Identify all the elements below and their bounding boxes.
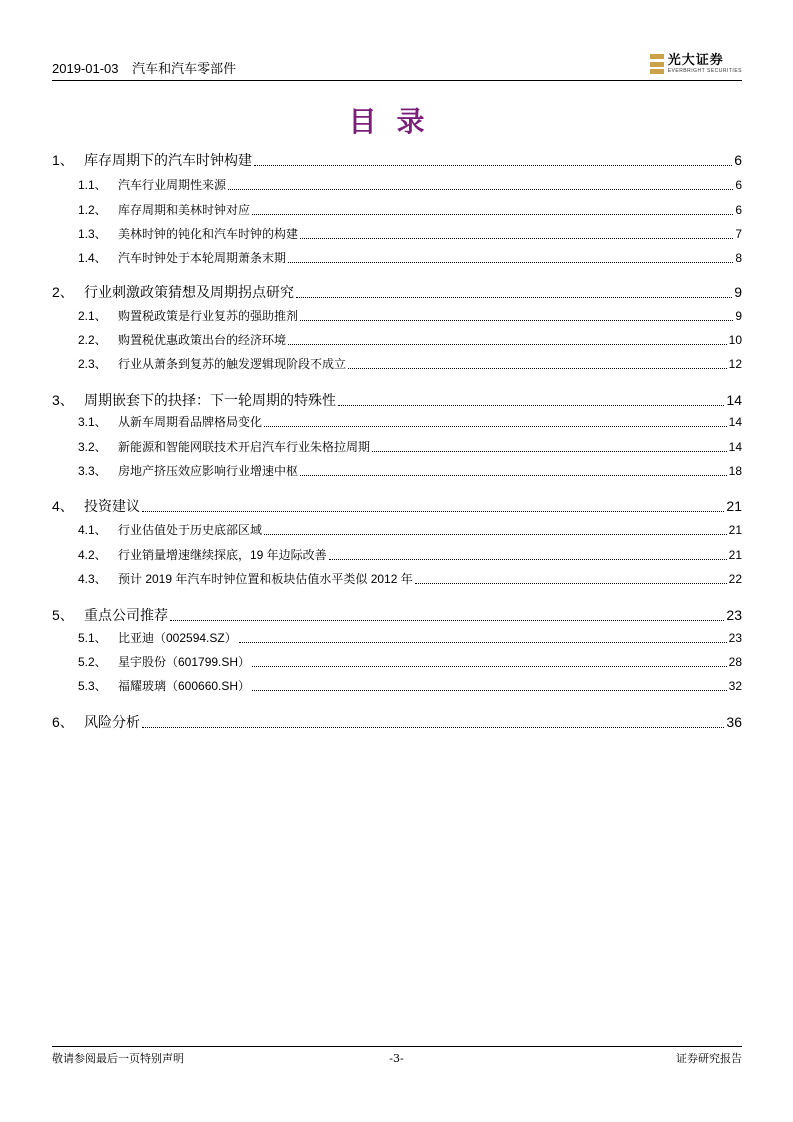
toc-entry[interactable] <box>52 202 742 219</box>
toc-entry-page: 36 <box>726 714 742 730</box>
toc-entry[interactable] <box>52 605 742 625</box>
toc-entry[interactable] <box>52 547 742 564</box>
header-divider <box>52 80 742 81</box>
toc-entry-page: 12 <box>728 357 742 371</box>
toc-dot-leader <box>252 690 727 691</box>
toc-entry-number: 3.1、 <box>78 415 107 429</box>
toc-entry-label: 风险分析 <box>84 714 140 730</box>
toc-entry-number: 1.2、 <box>78 203 107 217</box>
toc-entry-label: 库存周期和美林时钟对应 <box>118 203 251 217</box>
toc-entry-page: 14 <box>726 392 742 408</box>
toc-entry-number: 2.1、 <box>78 309 107 323</box>
toc-entry[interactable] <box>52 250 742 267</box>
toc-entry-label: 库存周期下的汽车时钟构建 <box>84 152 252 168</box>
toc-dot-leader <box>300 320 733 321</box>
toc-dot-leader <box>300 238 733 239</box>
company-logo <box>650 52 742 76</box>
toc-entry[interactable] <box>52 177 742 194</box>
toc-entry[interactable] <box>52 630 742 647</box>
toc-entry-page: 23 <box>726 607 742 623</box>
toc-entry[interactable] <box>52 414 742 431</box>
toc-dot-leader <box>300 475 727 476</box>
toc-entry-number: 3.2、 <box>78 440 107 454</box>
toc-entry[interactable] <box>52 522 742 539</box>
toc-entry-page: 21 <box>726 498 742 514</box>
toc-dot-leader <box>415 583 727 584</box>
toc-dot-leader <box>288 262 733 263</box>
toc-entry-number: 5、 <box>52 607 74 623</box>
toc-entry-number: 5.1、 <box>78 631 107 645</box>
toc-entry-page: 21 <box>728 523 742 537</box>
logo-mark-icon <box>650 54 664 74</box>
toc-entry[interactable] <box>52 678 742 695</box>
toc-entry-page: 32 <box>728 679 742 693</box>
toc-entry-page: 7 <box>735 227 742 241</box>
toc-entry[interactable] <box>52 226 742 243</box>
toc-entry-number: 2、 <box>52 284 74 300</box>
toc-entry-page: 14 <box>728 440 742 454</box>
toc-entry-number: 6、 <box>52 714 74 730</box>
toc-entry-label: 周期嵌套下的抉择：下一轮周期的特殊性 <box>84 392 336 408</box>
toc-entry-label: 行业估值处于历史底部区域 <box>118 523 263 537</box>
toc-dot-leader <box>252 214 733 215</box>
toc-entry-label: 行业刺激政策猜想及周期拐点研究 <box>84 284 294 300</box>
toc-entry-page: 21 <box>728 548 742 562</box>
header-text <box>52 60 246 78</box>
toc-entry[interactable] <box>52 356 742 373</box>
toc-entry-label: 比亚迪（002594.SZ） <box>118 631 237 645</box>
toc-entry-number: 2.3、 <box>78 357 107 371</box>
page-number: -3- <box>389 1052 404 1065</box>
toc-dot-leader <box>239 642 727 643</box>
toc-entry[interactable] <box>52 712 742 732</box>
toc-dot-leader <box>142 511 724 512</box>
toc-entry[interactable] <box>52 332 742 349</box>
toc-entry[interactable] <box>52 308 742 325</box>
toc-dot-leader <box>264 426 727 427</box>
toc-dot-leader <box>254 165 732 166</box>
toc-entry-number: 5.2、 <box>78 655 107 669</box>
toc-entry-number: 3、 <box>52 392 74 408</box>
toc-dot-leader <box>372 451 727 452</box>
toc-dot-leader <box>228 189 733 190</box>
footer-report-type: 证券研究报告 <box>676 1052 742 1065</box>
toc-entry-label: 投资建议 <box>84 498 140 514</box>
toc-dot-leader <box>296 297 732 298</box>
toc-entry[interactable] <box>52 282 742 302</box>
toc-entry-label: 星宇股份（601799.SH） <box>118 655 251 669</box>
toc-entry-number: 3.3、 <box>78 464 107 478</box>
toc-entry-page: 10 <box>728 333 742 347</box>
toc-entry-number: 1、 <box>52 152 74 168</box>
toc-entry-label: 重点公司推荐 <box>84 607 168 623</box>
toc-entry-label: 行业从萧条到复苏的触发逻辑现阶段不成立 <box>118 357 347 371</box>
toc-entry-label: 福耀玻璃（600660.SH） <box>118 679 251 693</box>
toc-entry-number: 4.3、 <box>78 572 107 586</box>
toc-entry-label: 购置税政策是行业复苏的强助推剂 <box>118 309 299 323</box>
toc-dot-leader <box>264 534 727 535</box>
toc-entry-page: 9 <box>734 284 742 300</box>
header-topic: 汽车和汽车零部件 <box>132 61 237 76</box>
toc-entry-page: 6 <box>734 152 742 168</box>
toc-dot-leader <box>170 620 724 621</box>
toc-entry[interactable] <box>52 571 742 588</box>
toc-entry-page: 8 <box>735 251 742 265</box>
toc-entry-number: 1.3、 <box>78 227 107 241</box>
toc-entry-label: 美林时钟的钝化和汽车时钟的构建 <box>118 227 299 241</box>
toc-entry-label: 行业销量增速继续探底，19 年边际改善 <box>118 548 327 562</box>
header-date: 2019-01-03 <box>52 61 119 76</box>
page-title: 目录 <box>348 105 445 138</box>
toc-entry[interactable] <box>52 390 742 410</box>
toc-entry-page: 18 <box>728 464 742 478</box>
toc-entry-number: 1.1、 <box>78 178 107 192</box>
toc-entry-page: 9 <box>735 309 742 323</box>
toc-entry-label: 汽车时钟处于本轮周期萧条末期 <box>118 251 287 265</box>
toc-entry[interactable] <box>52 150 742 170</box>
toc-entry-number: 2.2、 <box>78 333 107 347</box>
toc-dot-leader <box>338 405 724 406</box>
toc-entry[interactable] <box>52 496 742 516</box>
toc-dot-leader <box>288 344 727 345</box>
toc-entry-label: 新能源和智能网联技术开启汽车行业朱格拉周期 <box>118 440 371 454</box>
toc-dot-leader <box>142 727 724 728</box>
footer-disclaimer: 敬请参阅最后一页特别声明 <box>52 1052 184 1065</box>
toc-entry-number: 1.4、 <box>78 251 107 265</box>
toc-entry-number: 4.2、 <box>78 548 107 562</box>
toc-dot-leader <box>252 666 727 667</box>
toc-entry-number: 5.3、 <box>78 679 107 693</box>
logo-subtitle: EVERBRIGHT SECURITIES <box>667 67 742 74</box>
toc-entry-page: 6 <box>735 203 742 217</box>
toc-entry-page: 14 <box>728 415 742 429</box>
toc-entry[interactable] <box>52 654 742 671</box>
logo-name: 光大证券 <box>667 52 724 68</box>
toc-entry-page: 6 <box>735 178 742 192</box>
toc-entry-page: 28 <box>728 655 742 669</box>
toc-entry-page: 22 <box>728 572 742 586</box>
toc-entry-number: 4、 <box>52 498 74 514</box>
footer-divider <box>52 1046 742 1047</box>
toc-entry-page: 23 <box>728 631 742 645</box>
toc-dot-leader <box>329 559 727 560</box>
toc-entry-label: 购置税优惠政策出台的经济环境 <box>118 333 287 347</box>
toc-dot-leader <box>348 368 727 369</box>
toc-entry[interactable] <box>52 463 742 480</box>
toc-entry-label: 预计 2019 年汽车时钟位置和板块估值水平类似 2012 年 <box>118 572 413 586</box>
toc-entry-number: 4.1、 <box>78 523 107 537</box>
page-header <box>52 52 742 80</box>
toc-entry-label: 从新车周期看品牌格局变化 <box>118 415 263 429</box>
toc-entry[interactable] <box>52 439 742 456</box>
toc-entry-label: 房地产挤压效应影响行业增速中枢 <box>118 464 299 478</box>
toc-entry-label: 汽车行业周期性来源 <box>118 178 227 192</box>
